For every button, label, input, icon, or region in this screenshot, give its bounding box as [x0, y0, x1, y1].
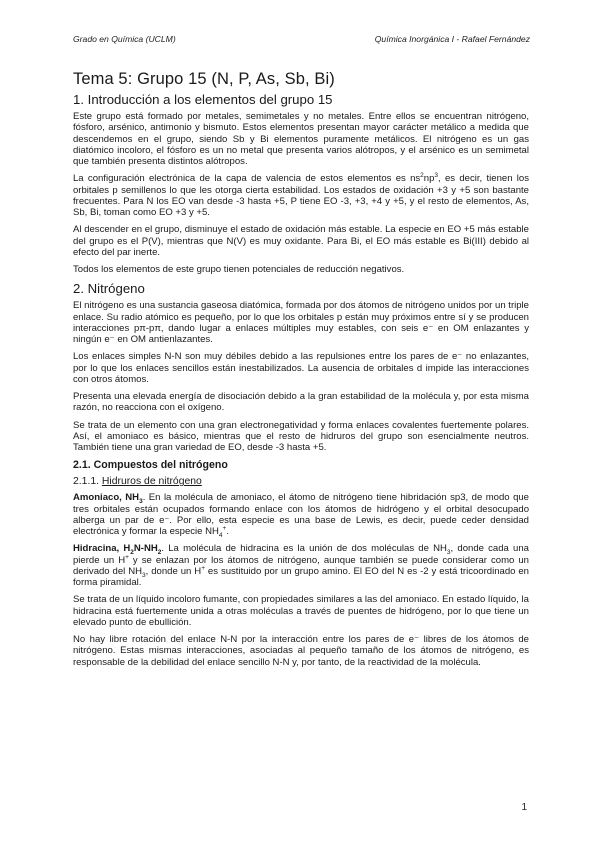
paragraph: No hay libre rotación del enlace N-N por la interacción entre los pares de e⁻ libres de los átomos de nitrógeno. Estas mismas interacciones, asociadas al pequeño tamaño de los átomos de nitrógeno, es responsable de la debilidad del enlace sencillo N-N y, por tanto, de la reactividad de la molécula. — [73, 634, 529, 668]
paragraph: Los enlaces simples N-N son muy débiles debido a las repulsiones entre los pares de e⁻ no enlazantes, por lo que los enlaces sencillos están inestabilizados. La ausencia de orbitales d impide las interacciones con otros átomos. — [73, 351, 529, 385]
paragraph: Se trata de un elemento con una gran electronegatividad y forma enlaces covalentes fuertemente polares. Así, el amoniaco es básico, mientras que el resto de hidruros del grupo son esencialmente neutros. También tiene una gran variedad de EO, desde -3 hasta +5. — [73, 419, 529, 453]
paragraph: Se trata de un líquido incoloro fumante, con propiedades similares a las del amoniaco. En estado líquido, la hidracina está fuertemente unida a otras moléculas a través de puentes de hidrógeno, por lo que tiene un elevado punto de ebullición. — [73, 594, 529, 628]
paragraph: Al descender en el grupo, disminuye el estado de oxidación más estable. La especie en EO +5 más estable del grupo es el P(V), mientras que N(V) es muy oxidante. Para Bi, el EO más estable es Bi(III) debido al efecto del par inerte. — [73, 224, 529, 258]
paragraph: Todos los elementos de este grupo tienen potenciales de reducción negativos. — [73, 264, 405, 275]
paragraph-electron-config: La configuración electrónica de la capa de valencia de estos elementos es $ns^2np^3$, es decir, tienen los orbitales p semillenos lo que les otorga cierta estabilidad. Los estados de oxidación +3 y +5 son bastante frecuentes. Para N los EO van desde -3 hasta +5, P tiene EO -3, +3, +4 y +5, y el resto de elementos, As, Sb, Bi, toman como EO +3 y +5. — [73, 172, 529, 218]
page-number: 1 — [521, 802, 527, 813]
chapter-title: Tema 5: Grupo 15 (N, P, As, Sb, Bi) — [73, 70, 335, 88]
running-header-right: Química Inorgánica I - Rafael Fernández — [374, 34, 530, 44]
paragraph: El nitrógeno es una sustancia gaseosa diatómica, formada por dos átomos de nitrógeno unidos por un triple enlace. Su radio atómico es pequeño, por lo que los orbitales p están muy próximos entre sí y se producen interacciones pπ-pπ, dando lugar a enlaces múltiples muy estables, con seis e⁻ en OM enlazantes y ningún e⁻ en OM antienlazantes. — [73, 300, 529, 345]
paragraph-hidracina: Hidracina, $H_2N-NH_2$. La molécula de hidracina es la unión de dos moléculas de $NH_3$, donde cada una pierde un H+ y se enlazan por los átomos de nitrógeno, aunque también se puede considerar como un derivado del $NH_3$, donde un H+ es sustituido por un grupo amino. El EO del N es -2 y está tricoordinado en forma piramidal. — [73, 543, 529, 588]
subsubsection-heading: 2.1.1. Hidruros de nitrógeno — [73, 476, 202, 488]
section-heading-1: 1. Introducción a los elementos del grupo 15 — [73, 92, 333, 107]
page-content — [73, 70, 529, 674]
paragraph: Presenta una elevada energía de disociación debido a la gran estabilidad de la molécula y, por esta misma razón, no reacciona con el oxígeno. — [73, 391, 529, 414]
subsection-heading: 2.1. Compuestos del nitrógeno — [73, 459, 228, 472]
paragraph-amoniaco: Amoniaco, $NH_3$. En la molécula de amoniaco, el átomo de nitrógeno tiene hibridación sp3, de modo que tres orbitales están ocupados formando enlace con los átomos de hidrógeno y el orbital desocupado alberga un par de e⁻. Por ello, esta especie es una base de Lewis, es decir, puede ceder densidad electrónica y formar la especie $NH_4^+$. — [73, 492, 529, 539]
paragraph: Este grupo está formado por metales, semimetales y no metales. Entre ellos se encuentran nitrógeno, fósforo, arsénico, antimonio y bismuto. Estos elementos presentan mayor carácter metálico a medida que descendemos en el grupo, siendo Sb y Bi elementos puramente metálicos. El nitrógeno es un gas diatómico incoloro, el fósforo es un no metal que presenta varios alótropos, y el arsénico es un semimetal que también presenta distintos alótropos. — [73, 111, 529, 167]
section-heading-2: 2. Nitrógeno — [73, 281, 145, 297]
running-header-left: Grado en Química (UCLM) — [73, 34, 176, 44]
